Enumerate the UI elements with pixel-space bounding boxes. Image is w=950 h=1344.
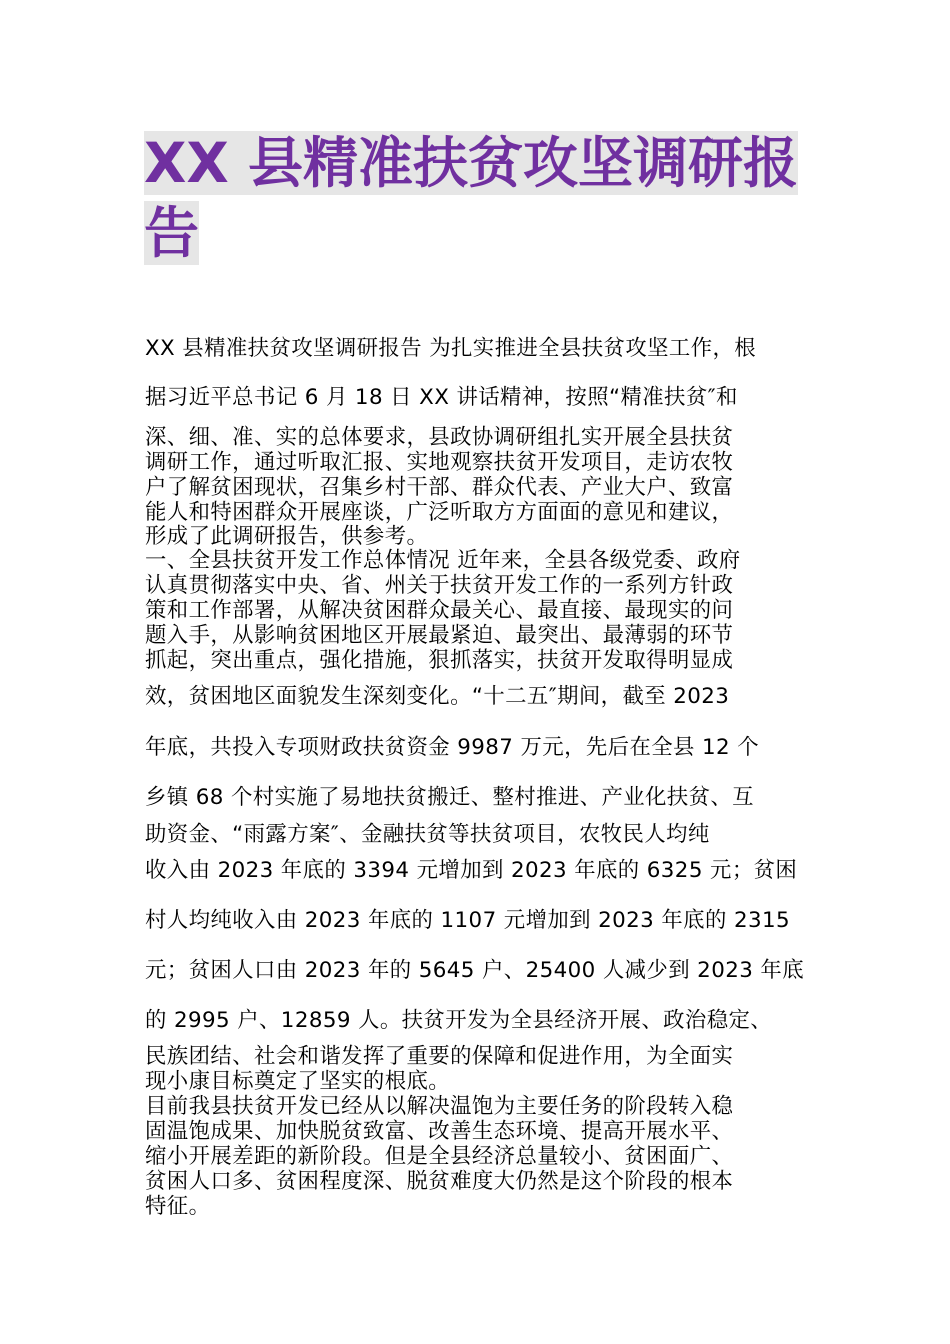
- body-line: 户了解贫困现状，召集乡村干部、群众代表、产业大户、致富: [145, 475, 734, 500]
- body-line: 元；贫困人口由 2023 年的 5645 户、25400 人减少到 2023 年底: [145, 958, 804, 983]
- body-line: 一、全县扶贫开发工作总体情况 近年来，全县各级党委、政府: [145, 548, 741, 573]
- body-line: 策和工作部署，从解决贫困群众最关心、最直接、最现实的问: [145, 598, 734, 623]
- body-line: 题入手，从影响贫困地区开展最紧迫、最突出、最薄弱的环节: [145, 623, 734, 648]
- document-title-text: XX 县精准扶贫攻坚调研报告: [144, 131, 798, 265]
- body-line: 效，贫困地区面貌发生深刻变化。“十二五″期间，截至 2023: [145, 684, 730, 709]
- document-title: [144, 128, 814, 268]
- body-line: 收入由 2023 年底的 3394 元增加到 2023 年底的 6325 元；贫困: [145, 858, 798, 883]
- body-line: 乡镇 68 个村实施了易地扶贫搬迁、整村推进、产业化扶贫、互: [145, 785, 754, 810]
- body-line: 贫困人口多、贫困程度深、脱贫难度大仍然是这个阶段的根本: [145, 1169, 734, 1194]
- body-line: XX 县精准扶贫攻坚调研报告 为扎实推进全县扶贫攻坚工作，根: [145, 336, 757, 361]
- body-line: 认真贯彻落实中央、省、州关于扶贫开发工作的一系列方针政: [145, 573, 734, 598]
- body-line: 民族团结、社会和谐发挥了重要的保障和促进作用，为全面实: [145, 1044, 734, 1069]
- body-line: 年底，共投入专项财政扶贫资金 9987 万元，先后在全县 12 个: [145, 735, 760, 760]
- body-line: 现小康目标奠定了坚实的根底。: [145, 1069, 451, 1094]
- body-line: 深、细、准、实的总体要求，县政协调研组扎实开展全县扶贫: [145, 425, 734, 450]
- body-line: 目前我县扶贫开发已经从以解决温饱为主要任务的阶段转入稳: [145, 1094, 734, 1119]
- body-line: 的 2995 户、12859 人。扶贫开发为全县经济开展、政治稳定、: [145, 1008, 773, 1033]
- body-line: 固温饱成果、加快脱贫致富、改善生态环境、提高开展水平、: [145, 1119, 734, 1144]
- body-line: 助资金、“雨露方案″、金融扶贫等扶贫项目，农牧民人均纯: [145, 822, 710, 847]
- body-line: 特征。: [145, 1194, 211, 1219]
- body-line: 形成了此调研报告，供参考。: [145, 524, 429, 549]
- body-line: 据习近平总书记 6 月 18 日 XX 讲话精神，按照“精准扶贫″和: [145, 385, 738, 410]
- body-line: 抓起，突出重点，强化措施，狠抓落实，扶贫开发取得明显成: [145, 648, 734, 673]
- body-line: 村人均纯收入由 2023 年底的 1107 元增加到 2023 年底的 2315: [145, 908, 790, 933]
- body-line: 调研工作，通过听取汇报、实地观察扶贫开发项目，走访农牧: [145, 450, 734, 475]
- body-line: 缩小开展差距的新阶段。但是全县经济总量较小、贫困面广、: [145, 1144, 734, 1169]
- body-line: 能人和特困群众开展座谈，广泛听取方方面面的意见和建议，: [145, 500, 734, 525]
